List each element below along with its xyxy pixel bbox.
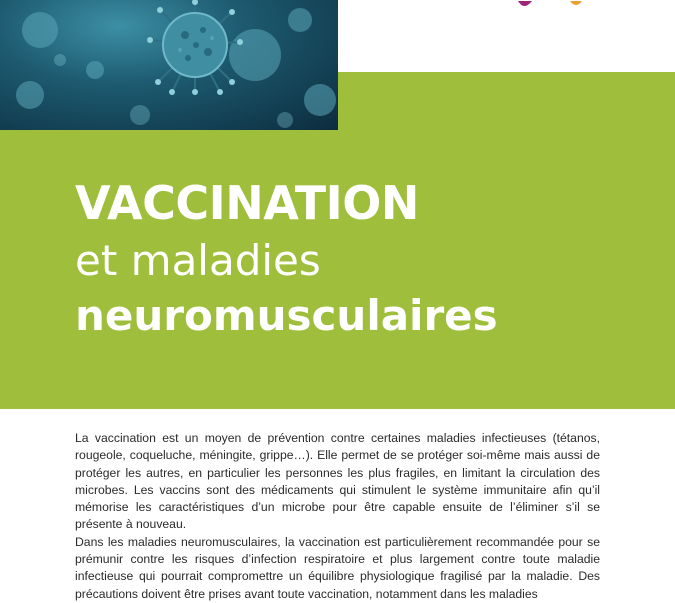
- virus-icon: [0, 0, 338, 130]
- title-vaccination: VACCINATION: [75, 176, 419, 230]
- paragraph-1: La vaccination est un moyen de prévention contre certaines maladies infectieuses (tétanos, rougeole, coqueluche, méningite, grippe…). Elle permet de se protéger soi-même mais aussi de protéger les autres, en particulier les personnes les plus fragiles, en limitant la circulation des microbes. Les vaccins sont des médicaments qui stimulent le système immunitaire afin qu’il mémorise les caractéristiques d’un microbe pour être capable ensuite de l’éliminer s’il se présente à nouveau.: [75, 431, 600, 532]
- title-et-maladies: et maladies: [75, 236, 321, 285]
- intro-text: [75, 430, 600, 603]
- paragraph-2: Dans les maladies neuromusculaires, la vaccination est particulièrement recommandée pour se prémunir contre les risques d’infection respiratoire et plus largement contre toute maladie infectieuse qui pourrait compromettre un équilibre physiologique fragilisé par la maladie. Des précautions doivent être prises avant toute vaccination, notamment dans les maladies: [75, 534, 600, 601]
- page-title: [75, 175, 498, 343]
- logo-icon: [500, 0, 600, 12]
- title-neuromusculaires: neuromusculaires: [75, 291, 498, 340]
- hero-image: [0, 0, 338, 130]
